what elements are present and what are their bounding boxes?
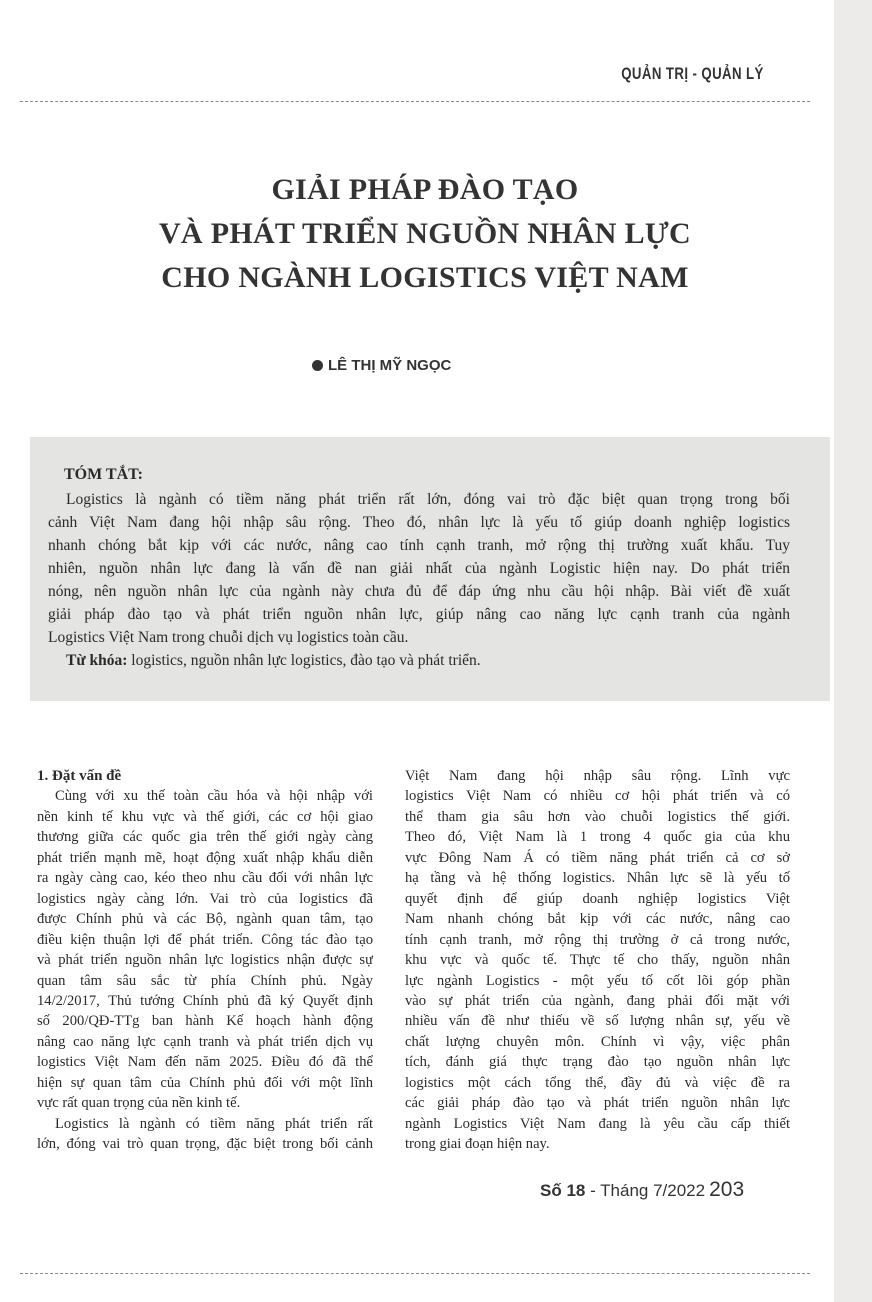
text-line: được Chính phủ và các Bộ, ngành quan tâm, tạo	[37, 911, 373, 928]
text-line: tích, đánh giá thực trạng đào tạo nguồn nhân lực	[405, 1054, 790, 1071]
text-line: thể tham gia sâu hơn vào chuỗi logistics thế giới.	[405, 808, 790, 825]
author	[312, 357, 451, 374]
text-line: điều kiện thuận lợi để phát triển. Công tác đào tạo	[37, 931, 373, 948]
text-line: nền kinh tế khu vực và thế giới, các cơ hội giao	[37, 808, 373, 825]
title-line: VÀ PHÁT TRIỂN NGUỒN NHÂN LỰC	[158, 217, 692, 250]
author-name: LÊ THỊ MỸ NGỌC	[328, 357, 452, 374]
text-line: logistics một cách tổng thể, đầy đủ và việc đề ra	[405, 1074, 790, 1091]
page-number: 203	[709, 1178, 745, 1201]
text-line: nhiều vấn đề như thiếu về số lượng nhân sự, yếu về	[405, 1013, 790, 1030]
text-line: vực rất quan trọng của nền kinh tế.	[37, 1095, 241, 1112]
section-heading: 1. Đặt vấn đề	[37, 768, 122, 784]
text-line: trong giai đoạn hiện nay.	[405, 1136, 550, 1153]
text-line: Logistics là ngành có tiềm năng phát triển rất lớn, đóng vai trò đặc biệt quan trọng trong bối	[66, 491, 790, 508]
column-left	[37, 766, 373, 1155]
keywords-text: logistics, nguồn nhân lực logistics, đào tạo và phát triển.	[127, 652, 481, 669]
issue-number: Số 18	[540, 1181, 586, 1200]
text-line: nóng, nên nguồn nhân lực của ngành này chưa đủ để đáp ứng nhu cầu hội nhập. Bài viết đề xuất	[48, 583, 790, 600]
text-line: Logistics Việt Nam trong chuỗi dịch vụ logistics toàn cầu.	[48, 629, 409, 646]
text-line: lực ngành Logistics - một yếu tố cốt lõi góp phần	[405, 972, 790, 989]
abstract-body	[48, 488, 790, 672]
header-divider	[20, 101, 810, 102]
text-line: số 200/QĐ-TTg ban hành Kế hoạch hành động	[37, 1013, 373, 1030]
text-line: tính cạnh tranh, mở rộng thị trường ở cả trong nước,	[405, 931, 790, 948]
text-line: Việt Nam đang hội nhập sâu rộng. Lĩnh vực	[405, 768, 790, 784]
text-line: thương giữa các quốc gia trên thế giới ngày càng	[37, 829, 373, 846]
text-line: quan tâm sâu sắc từ phía Chính phủ. Ngày	[37, 972, 373, 989]
title-line: CHO NGÀNH LOGISTICS VIỆT NAM	[161, 261, 689, 294]
text-line: hạ tầng và hệ thống logistics. Nhân lực sẽ là yếu tố	[405, 870, 790, 887]
text-line: các giải pháp đào tạo và phát triển nguồn nhân lực	[405, 1095, 790, 1112]
text-line: logistics ngày càng lớn. Vai trò của logistics đã	[37, 890, 373, 907]
footer-divider	[20, 1273, 810, 1274]
page-edge-shadow	[834, 0, 872, 1302]
text-line: quyết định để giúp doanh nghiệp logistics Việt	[405, 890, 790, 907]
keywords	[48, 649, 790, 672]
article-title	[60, 168, 790, 300]
text-line: 14/2/2017, Thủ tướng Chính phủ đã ký Quyết định	[37, 992, 373, 1009]
abstract-heading: TÓM TẮT:	[64, 466, 143, 483]
text-line: nhanh chóng bắt kịp với các nước, nâng cao tính cạnh tranh, mở rộng thị trường xuất khẩu. Tuy	[48, 537, 790, 554]
text-line: và phát triển nguồn nhân lực logistics nhận được sự	[37, 952, 373, 969]
text-line: nâng cao năng lực cạnh tranh và phát triển dịch vụ	[37, 1033, 373, 1050]
text-line: Cùng với xu thế toàn cầu hóa và hội nhập với	[55, 788, 373, 805]
text-line: khu vực và quốc tế. Thực tế cho thấy, nguồn nhân	[405, 952, 790, 969]
text-line: Nam nhanh chóng bắt kịp với các nước, nâng cao	[405, 911, 790, 928]
keywords-label: Từ khóa:	[66, 652, 128, 669]
text-line: Logistics là ngành có tiềm năng phát triển rất	[55, 1115, 373, 1132]
bullet-icon	[312, 360, 323, 371]
text-line: ra ngày càng cao, kéo theo nhu cầu đối với nhân lực	[37, 870, 373, 887]
section-header: QUẢN TRỊ - QUẢN LÝ	[621, 64, 764, 83]
title-line: GIẢI PHÁP ĐÀO TẠO	[271, 173, 579, 206]
text-line: cảnh Việt Nam đang hội nhập sâu rộng. Theo đó, nhân lực là yếu tố giúp doanh nghiệp logistics	[48, 514, 790, 531]
page-footer	[540, 1178, 744, 1202]
text-line: logistics Việt Nam đến năm 2025. Điều đó đã thể	[37, 1054, 373, 1071]
text-line: nhiên, nguồn nhân lực đang là vấn đề nan giải nhất của ngành Logistic hiện nay. Do phát triển	[48, 560, 790, 577]
text-line: Theo đó, Việt Nam là 1 trong 4 quốc gia của khu	[405, 829, 790, 846]
column-right	[405, 766, 790, 1155]
text-line: vào sự phát triển của ngành, đang phải đối mặt với	[405, 992, 790, 1009]
issue-date: - Tháng 7/2022	[585, 1181, 706, 1200]
text-line: chất lượng chuyên môn. Chính vì vậy, việc phân	[405, 1033, 790, 1050]
text-line: logistics Việt Nam có nhiều cơ hội phát triển và có	[405, 788, 790, 805]
text-line: vực Đông Nam Á có tiềm năng phát triển cả cơ sở	[405, 849, 790, 866]
text-line: ngành Logistics Việt Nam đang là yêu cầu cấp thiết	[405, 1115, 790, 1132]
text-line: phát triển mạnh mẽ, hoạt động xuất nhập khẩu diễn	[37, 849, 373, 866]
text-line: giải pháp đào tạo và phát triển nguồn nhân lực, giúp nâng cao năng lực cạnh tranh của ngành	[48, 606, 790, 623]
text-line: hiện sự quan tâm của Chính phủ đối với một lĩnh	[37, 1074, 373, 1091]
text-line: lớn, đóng vai trò quan trọng, đặc biệt trong bối cảnh	[37, 1136, 373, 1153]
